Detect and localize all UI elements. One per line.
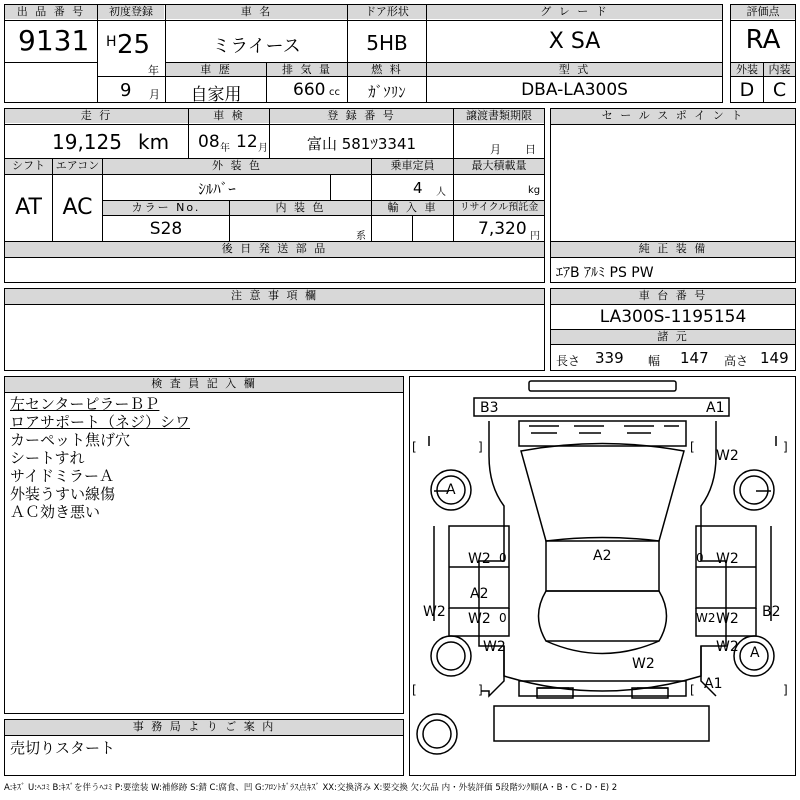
inspector-note: カーペット焦げ穴 [10, 431, 131, 449]
ext-grade: D [739, 79, 755, 101]
exterior-color-label: 外 装 色 [103, 159, 371, 174]
fuel-label: 燃 料 [348, 63, 426, 76]
inspector-note: 外装うすい線傷 [10, 485, 116, 503]
capacity: 4 [413, 179, 423, 197]
diag-label: W2 [716, 551, 739, 567]
color-no-label: カラー No. [103, 201, 229, 215]
chassis-label: 車 台 番 号 [551, 289, 795, 304]
insp-year: 08 [198, 132, 220, 152]
inspector-note: 左センターピラーＢＰ [10, 395, 160, 413]
diag-label: ] [783, 683, 788, 697]
yen-unit: 円 [530, 231, 540, 242]
office-label: 事 務 局 よ り ご 案 内 [5, 720, 403, 735]
diag-label: W2 [716, 639, 739, 655]
diag-label: ] [478, 683, 483, 697]
detail-table [4, 108, 545, 242]
door-type: 5HB [366, 31, 408, 55]
reg-tsuki: 月 [149, 88, 160, 101]
grade-label: グ レ ー ド [427, 5, 722, 19]
sales-point-label: セ ー ル ス ポ イ ン ト [551, 109, 795, 124]
lot-number: 9131 [18, 24, 90, 57]
insp-nen: 年 [220, 143, 230, 154]
kg-unit: kg [528, 185, 541, 196]
color-no: S28 [149, 219, 183, 239]
score: RA [745, 25, 781, 55]
inspector-note: ロアサポート（ネジ）シワ [10, 413, 191, 431]
diag-label: W2 [468, 611, 491, 627]
diag-label: W2 [423, 604, 446, 620]
ac-label: エアコン [53, 159, 102, 174]
interior-color-label: 内 装 色 [230, 201, 371, 215]
office-note: 売切りスタート [10, 739, 116, 757]
dims-label: 諸 元 [551, 330, 795, 344]
inspector-note: シートすれ [10, 449, 85, 467]
later-parts-label: 後 日 発 送 部 品 [5, 242, 544, 257]
displacement-label: 排 気 量 [267, 63, 347, 76]
diag-label: B3 [480, 400, 499, 416]
diag-label: A1 [706, 400, 725, 416]
insp-month: 12 [236, 132, 258, 152]
ac: AC [62, 195, 93, 220]
plate-number: 富山 581ﾂ3341 [306, 135, 417, 153]
recycle-label: リサイクル預託金 [454, 201, 544, 215]
car-name: ミライース [212, 36, 301, 57]
width-value: 147 [680, 349, 709, 367]
int-grade: C [772, 79, 787, 101]
diag-label: [ [690, 440, 695, 454]
diag-label: ] [478, 440, 483, 454]
length-value: 339 [595, 349, 624, 367]
chassis-number: LA300S-1195154 [599, 307, 747, 327]
history: 自家用 [190, 85, 242, 105]
era: H [106, 34, 117, 50]
diag-label: 0 [696, 551, 704, 565]
reg-nen: 年 [148, 64, 159, 77]
reg-month: 9 [120, 80, 132, 101]
kei-unit: 系 [356, 231, 366, 242]
diag-label: 0 [499, 611, 507, 625]
first-reg-label: 初度登録 [98, 5, 164, 19]
sales-point-box [550, 108, 796, 242]
km-unit: km [138, 130, 170, 154]
recycle-fee: 7,320 [478, 219, 527, 239]
diag-label: W2 [696, 611, 716, 625]
ext-label: 外装 [731, 63, 763, 76]
inspector-note: サイドミラーＡ [10, 467, 114, 485]
transfer-hi: 日 [525, 143, 536, 156]
diag-label: A [750, 645, 760, 661]
height-value: 149 [760, 349, 789, 367]
diag-label: ] [783, 440, 788, 454]
notes-label: 注 意 事 項 欄 [5, 289, 544, 304]
model: DBA-LA300S [521, 80, 628, 100]
plate-label: 登 録 番 号 [270, 109, 453, 123]
genuine-equipment: ｴｱB ｱﾙﾐ PS PW [556, 265, 654, 281]
diag-label: W2 [483, 639, 506, 655]
nin-unit: 人 [436, 187, 446, 198]
diag-label: W2 [716, 611, 739, 627]
legend: A:ｷｽﾞ U:ﾍｺﾐ B:ｷｽﾞを伴うﾍｺﾐ P:要塗装 W:補修跡 S:錆 C:腐食、凹 G:ﾌﾛﾝﾄｶﾞﾗｽ点ｷｽﾞ XX:交換済み X:要交換 欠:欠品 内・外装評価 5段階ﾗﾝｸ順(A・B・C・D・E) 2 [4, 783, 618, 793]
diag-label: W2 [632, 656, 655, 672]
import-label: 輸 入 車 [372, 201, 453, 215]
diag-label: W2 [468, 551, 491, 567]
height-label: 高さ [724, 354, 749, 368]
displacement: 660 [293, 80, 326, 100]
int-label: 内装 [764, 63, 795, 76]
diag-label: A [446, 482, 456, 498]
inspector-note: ＡＣ効き悪い [10, 503, 101, 521]
genuine-label: 純 正 装 備 [551, 242, 795, 257]
model-label: 型 式 [427, 63, 722, 76]
insp-tsuki: 月 [258, 143, 268, 154]
diag-label: [ [412, 683, 417, 697]
diag-label: A1 [704, 676, 723, 692]
length-label: 長さ [556, 354, 581, 368]
transfer-tsuki: 月 [490, 143, 501, 156]
score-label: 評価点 [731, 5, 795, 19]
exterior-color: ｼﾙﾊﾞｰ [198, 180, 236, 198]
diag-label: [ [412, 440, 417, 454]
width-label: 幅 [648, 354, 661, 368]
diag-label: A2 [593, 548, 612, 564]
inspection-label: 車 検 [189, 109, 269, 123]
diag-label: B2 [762, 604, 781, 620]
history-label: 車 歴 [166, 63, 266, 76]
shift: AT [15, 195, 42, 220]
capacity-label: 乗車定員 [372, 159, 453, 174]
diag-label: A2 [470, 586, 489, 602]
reg-year: 25 [117, 30, 151, 60]
diag-label: 0 [499, 551, 507, 565]
fuel: ｶﾞｿﾘﾝ [368, 83, 406, 101]
grade: X SA [548, 29, 601, 54]
inspector-notes [10, 395, 400, 521]
inspector-label: 検 査 員 記 入 欄 [5, 377, 403, 392]
door-label: ドア形状 [348, 5, 426, 19]
max-load-label: 最大積載量 [454, 159, 544, 174]
cc-unit: cc [329, 87, 340, 98]
car-name-label: 車 名 [166, 5, 347, 19]
diag-label: W2 [716, 448, 739, 464]
mileage-label: 走 行 [5, 109, 188, 123]
car-diagram [409, 376, 796, 776]
shift-label: シフト [5, 159, 52, 174]
diag-label: [ [690, 683, 695, 697]
transfer-label: 譲渡書類期限 [454, 109, 544, 123]
mileage: 19,125 [52, 130, 122, 154]
lot-label: 出 品 番 号 [5, 5, 97, 19]
